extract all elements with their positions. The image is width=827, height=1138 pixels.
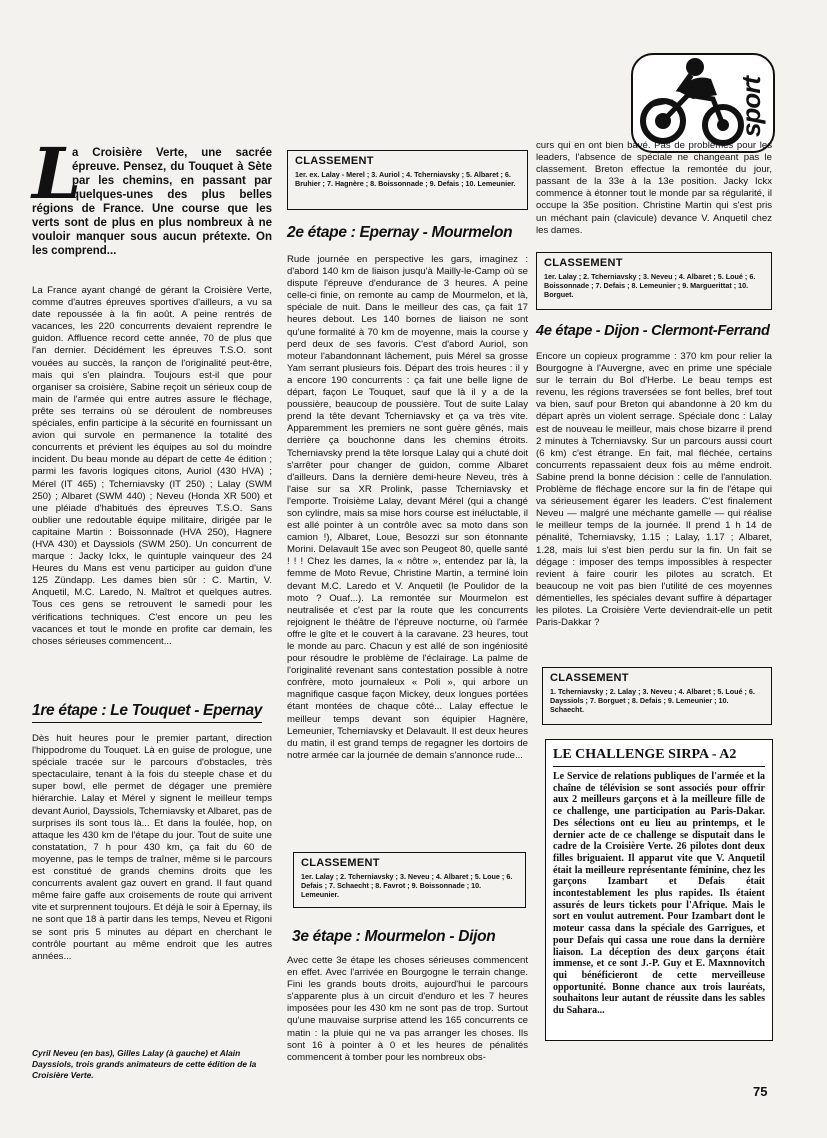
dropcap: L xyxy=(32,132,82,215)
photo-caption: Cyril Neveu (en bas), Gilles Lalay (à gauche) et Alain Dayssiols, trois grands animateurs de cette édition de la Croisière Verte. xyxy=(32,1048,257,1080)
logo-word: sport xyxy=(736,77,766,137)
challenge-sirpa-box xyxy=(545,739,773,1041)
intro-body: La France ayant changé de gérant la Croisière Verte, comme d'autres épreuves sportives d'ailleurs, a vu sa date repoussée à la fin août. A peine rentrés de vacances, les 220 concurrents devaient reprendre le guidon. Affluence record cette année, 70 de plus que l'an dernier. Décidément les épreuves T.S.O. sont vouées au succès, la rançon de l'originalité peut-être, mais qui s'en plaindra. Toujours est-il que pour organiser sa croisière, Sabine reçoit un sérieux coup de main de l'armée qui entre autres assure le fléchage, prête ses terrains où se déroulent de nombreuses spéciales, enfin participe à la sécurité en fournissant un avion qui survole en permanence la totalité des concurrents et prévient les équipes au sol du moindre incident. Du beau monde au départ de cette 4e édition ; parmi les favoris logiques citons, Auriol (430 HVA) ; Mérel (IT 465) ; Tcherniavsky (IT 250) ; Lalay (SWM 250) ; Albaret (SWM 440) ; Neveu (Honda XR 500) et une pléiade d'habitués des épreuves T.S.O. Sans oublier une redoutable équipe militaire, dirigée par le capitaine Martin : Boissonnade (HVA 250), Hagnere (HVA 430) et Dayssiols (SWM 250). Un concurrent de marque : Jacky Ickx, le quintuple vainqueur des 24 Heures du Mans est venu participer au guidon d'une 125 Zündapp. Les dames bien sûr : C. Martin, V. Anquetil, M.C. Laredo, N. Maîtrot et quelques autres. Tous ces gens se retrouvent le samedi pour les vérifications techniques. C'est encore un peu les vacances et tout le monde en profite car demain, les choses sérieuses commencent... xyxy=(32,285,272,647)
stage1-body: Dès huit heures pour le premier partant, direction l'hippodrome du Touquet. Là en guise de prologue, une spéciale tracée sur le parcours d'obstacles, très spectaculaire, tenant à la fois du steeple chase et du super bowl, elle permet de dégager une première hiérarchie. Lalay et Mérel y signent le meilleur temps devant Auriol, Dayssiols, Tcherniavsky et Albaret, pas de surprises ils sont tous là... Et dans la foulée, hop, on attaque les 430 km de l'étape du jour. Tout de suite une constatation, 7 h pour 430 km, ça fait du 60 de moyenne, pas le temps de traîner, même si le parcours est constitué de grands chemins droits que les concurrents avalent gaz ouvert en grand. Il faut quand même faire gaffe aux croisements de route qui arrivent vite et surprennent toujours. Et déjà le soir à Epernay, ils ne sont que 18 à partir dans les temps, Neveu et Rigoni se sont pris 5 minutes au départ en cherchant le contrôle pourtant au même endroit que les autres années... xyxy=(32,733,272,962)
page-number: 75 xyxy=(753,1084,768,1099)
classement-title: CLASSEMENT xyxy=(550,672,629,684)
sport-logo xyxy=(631,53,775,153)
classement-text: 1er. Lalay ; 2. Tcherniavsky ; 3. Neveu ; 4. Albaret ; 5. Loue ; 6. Defais ; 7. Schaecht ; 8. Favrot ; 9. Boissonnade ; 10. Lemeunier. xyxy=(301,872,513,900)
stage1-title: 1re étape : Le Touquet - Epernay xyxy=(32,702,262,723)
stage2-title: 2e étape : Epernay - Mourmelon xyxy=(287,224,513,241)
intro-lead: a Croisière Verte, une sacrée épreuve. Pensez, du Touquet à Sète par les chemins, en passant par quelques-unes des plus belles régions de France. Une course que les verts sont de plus en plus nombreux à ne vouloir manquer sous aucun prétexte. On les comprend... xyxy=(32,147,272,257)
classement-title: CLASSEMENT xyxy=(301,857,380,869)
sirpa-title: LE CHALLENGE SIRPA - A2 xyxy=(553,747,765,767)
sirpa-text: Le Service de relations publiques de l'armée et la chaîne de télévision se sont associés pour offrir aux 2 meilleurs garçons et à la meilleure fille de ce challenge, une participation au Paris-Dakar. Des sélections ont eu lieu au printemps, et le dernier acte de ce challenge se disputait dans le cadre de la Croisière Verte. 26 pilotes dont deux filles briguaient. Il apparut vite que V. Anquetil était la meilleure représentante féminine, chez les garçons Izambart et Defais était incontestablement les plus rapides. Ils étaient assurés de leurs tickets pour l'Afrique. Mais le sort en voulut autrement. Pour Izambart dont le moteur cassa dans la spéciale des Garrigues, et pour Defais qui cassa une roue dans la dernière liaison. La déception des deux garçons était immense, et ce sont J.-P. Guy et E. Maxnnovitch qui bénéficieront de cette merveilleuse opportunité. Bonne chance aux trois lauréats, souhaitons leur autant de réussite dans les sables du Sahara... xyxy=(553,771,765,1017)
stage4-title: 4e étape - Dijon - Clermont-Ferrand xyxy=(536,323,770,339)
classement-text: 1er. Lalay ; 2. Tcherniavsky ; 3. Neveu ; 4. Albaret ; 5. Loué ; 6. Boissonnade ; 7. Defais ; 8. Lemeunier ; 9. Marguerittat ; 10. Borguet. xyxy=(544,272,756,300)
classement-text: 1er. ex. Lalay - Merel ; 3. Auriol ; 4. Tcherniavsky ; 5. Albaret ; 6. Bruhier ; 7. Hagnère ; 8. Boissonnade ; 9. Defais ; 10. Lemeunier. xyxy=(295,170,516,189)
classement-title: CLASSEMENT xyxy=(295,155,374,167)
classement-box-2 xyxy=(293,852,526,908)
classement-box-3 xyxy=(536,252,772,310)
classement-title: CLASSEMENT xyxy=(544,257,623,269)
classement-box-1 xyxy=(287,150,528,210)
stage3-body: Avec cette 3e étape les choses sérieuses commencent en effet. Avec l'arrivée en Bourgogne le terrain change. Fini les grands bouts droits, aujourd'hui le parcours s'apparente plus à un circuit d'enduro et les 7 heures imposées pour les 430 km ne sont pas de trop. Surtout qu'une mauvaise surprise attend les 165 concurrents ce matin : la pluie qui ne va pas arranger les choses. Ils sont 16 à pointer à 0 et les heures de pénalités commencent à tomber pour les nombreux obs- xyxy=(287,955,528,1063)
classement-box-4 xyxy=(542,667,772,725)
intro-block xyxy=(32,132,272,258)
classement-text: 1. Tcherniavsky ; 2. Lalay ; 3. Neveu ; 4. Albaret ; 5. Loué ; 6. Dayssiols ; 7. Borguet ; 8. Defais ; 9. Lemeunier ; 10. Schaecht. xyxy=(550,687,755,715)
stage3-continuation: curs qui en ont bien bavé. Pas de problèmes pour les leaders, l'absence de spéciale ne changeant pas le classement. Breton effectue la remontée du jour, passant de la 33e à la 13e position. Jacky Ickx commence à étonner tout le monde par sa régularité, il occupe la 35e position. Christine Martin qui s'est pris un méchant pain (clavicule) devance V. Anquetil chez les dames. xyxy=(536,140,772,236)
stage3-title: 3e étape : Mourmelon - Dijon xyxy=(292,928,496,945)
stage4-body: Encore un copieux programme : 370 km pour relier la Bourgogne à l'Auvergne, avec en prime une spéciale sur le terrain du Bol d'Herbe. Le beau temps est revenu, les régions traversées se font belles, bref tout va bien, sauf pour Breton qui abandonne à 20 km du départ après un violent serrage. Spéciale donc : Lalay est de nouveau le meilleur, mais chose bizarre il prend 2 minutes à Tcherniavsky. Sur un parcours aussi court (6 km) c'est étrange. En fait, mal fléchée, certains concurrents repassaient deux fois au même endroit. Sabine prend la bonne décision : celle de l'annulation. Problème de fléchage encore sur la fin de l'étape qui va sérieusement égarer les leaders. C'est finalement Neveu — malgré une méchante gamelle — qui réalise le meilleur temps de la journée. Il prend 1 h 14 de pénalité, Tcherniavsky, 1.15 ; Lalay, 1.17 ; Albaret, 1.28, mais lui s'est bien perdu sur la fin. Un fait se dégage : imposer des temps impossibles à respecter revient à faire courir les pilotes au scratch. Et beaucoup ne voit pas bien l'utilité de ces moyennes démentielles, les spéciales devant suffire à départager les pilotes. La Croisière Verte deviendrait-elle un petit Paris-Dakkar ? xyxy=(536,351,772,629)
stage2-body: Rude journée en perspective les gars, imaginez : d'abord 140 km de liaison jusqu'à Mailly-le-Camp où se dispute l'épreuve d'endurance de 3 heures. A peine celle-ci finie, on remonte au camp de Mourmelon, et là, spéciale de nuit. Dans le meilleur des cas, ça fait 17 heures debout. Les 140 bornes de liaison ne sont qu'une formalité à 70 km de moyenne, mais la course y perd deux de ses favoris. C'est d'abord Auriol, son moteur l'abandonnant lâchement, puis Mérel sa grosse Yam serrant plusieurs fois. Départ des trois heures : il y a encore 190 concurrents : ça fait une belle ligne de départ, façon Le Touquet, sauf que là il y a de la poussière, beaucoup de poussière. Tout de suite Lalay prend la tête devant Tcherniavsky et ça va très vite. Apparemment les premiers ne sont guère gênés, mais derrière ça bouchonne dans les chemins étroits. Tcherniavsky prend la tête lorsque Lalay qui a chuté doit s'arrêter pour changer de guidon, comme Albaret d'ailleurs. Dans la dernière demi-heure Neveu, très à l'aise sur sa XR Prolink, passe Tcherniavsky et l'emporte. Troisième Lalay, devant Mérel (qui a changé son cylindre, mais sa mise hors course est inéluctable, il est allé pointer à un contrôle avec sa moto dans son camion !), Albaret, Loue, Besozzi sur son étonnante Morini. Delavault 15e avec son Peugeot 80, quelle santé ! ! ! Chez les dames, la « nôtre », entendez par là, la femme de Moto Revue, Christine Martin, a terminé loin devant M.C. Laredo et V. Anquetil (le Poulidor de la moto ? Ouaf...). La remontée sur Mourmelon est neutralisée et c'est par la route que les concurrents rejoignent le théâtre de l'épreuve nocturne, où l'armée offre le gîte et le couvert à la caravane. 23 heures, tout le monde au parc. Chacun y est allé de son ingéniosité pour résoudre le problème de l'éclairage. La palme de l'originalité revenant sans contestation possible à notre confrère, moto journaleux « Poli », qui arbore un magnifique casque façon Mickey, deux longues portées étant montées de chaque côté... Lalay effectue le meilleur temps devant son équipier Hagnère, Lemeunier, Tcherniavsky et Delavault. Il est deux heures du matin, il est grand temps de regagner les dortoirs de notre armée car la journée de demain s'annonce rude... xyxy=(287,254,528,761)
